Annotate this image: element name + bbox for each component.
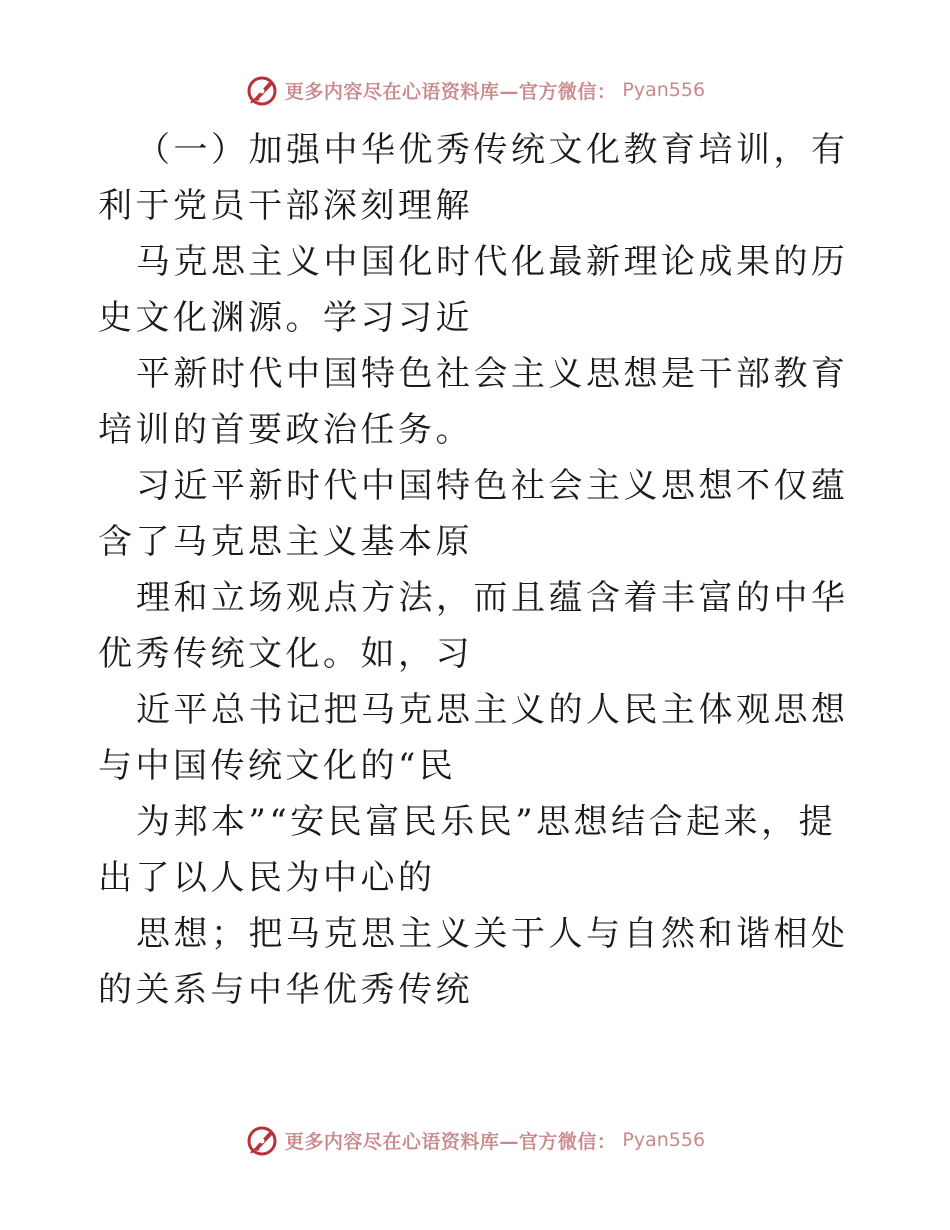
pen-nib-logo-icon <box>245 73 279 107</box>
footer-banner <box>0 1120 950 1160</box>
pen-nib-logo-icon <box>245 1123 279 1157</box>
paragraph: 思想；把马克思主义关于人与自然和谐相处的关系与中华优秀传统 <box>98 914 849 1010</box>
paragraph: 平新时代中国特色社会主义思想是干部教育培训的首要政治任务。 <box>98 354 849 450</box>
paragraph: （一）加强中华优秀传统文化教育培训，有利于党员干部深刻理解 <box>98 130 849 226</box>
paragraph: 理和立场观点方法，而且蕴含着丰富的中华优秀传统文化。如，习 <box>98 578 849 674</box>
paragraph: 近平总书记把马克思主义的人民主体观思想与中国传统文化的“民 <box>98 690 849 786</box>
paragraph: 习近平新时代中国特色社会主义思想不仅蕴含了马克思主义基本原 <box>98 466 849 562</box>
header-banner <box>0 70 950 110</box>
header-wechat-id: Pyan556 <box>622 79 706 101</box>
footer-slogan: 更多内容尽在心语资料库—官方微信： <box>284 1130 617 1153</box>
footer-wechat-id: Pyan556 <box>622 1129 706 1151</box>
paragraph: 马克思主义中国化时代化最新理论成果的历史文化渊源。学习习近 <box>98 242 849 338</box>
header-slogan: 更多内容尽在心语资料库—官方微信： <box>284 80 617 103</box>
paragraph: 为邦本”“安民富民乐民”思想结合起来，提出了以人民为中心的 <box>98 802 837 898</box>
document-body <box>98 122 858 1018</box>
